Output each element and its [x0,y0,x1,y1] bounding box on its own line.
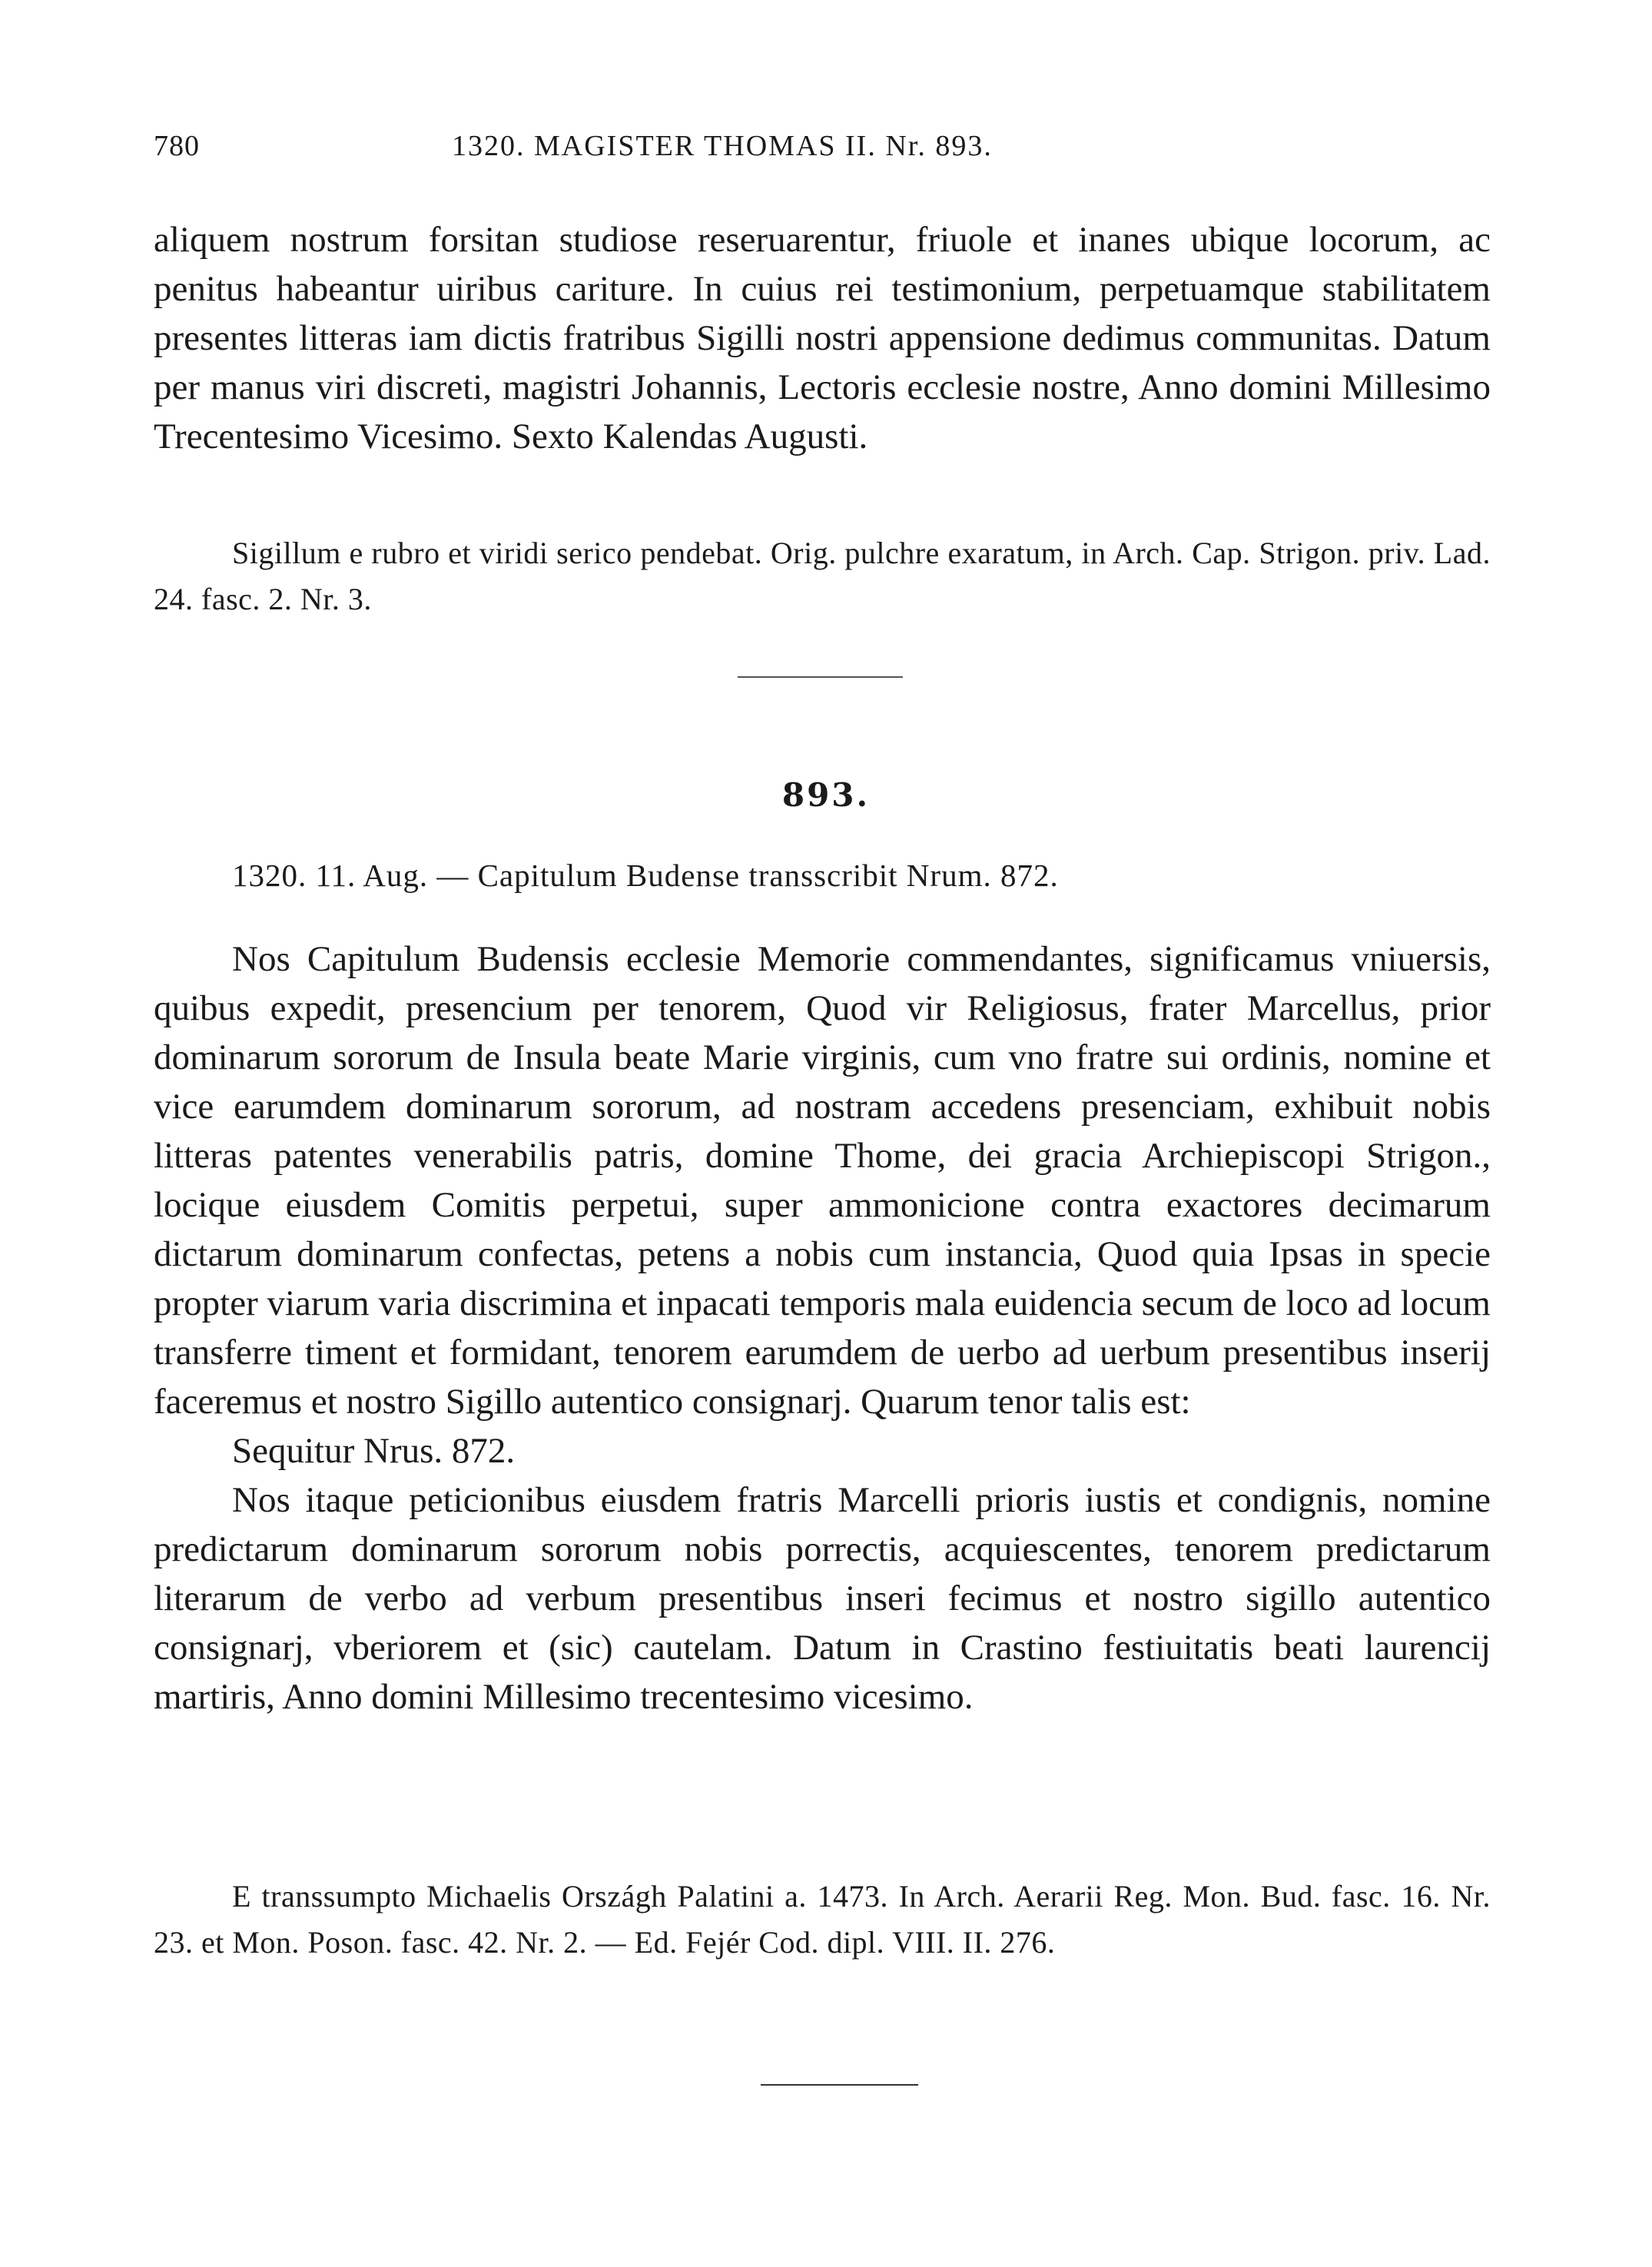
running-header [154,129,1491,175]
source-note-893: E transsumpto Michaelis Országh Palatini a. 1473. In Arch. Aerarii Reg. Mon. Bud. fasc. 16. Nr. 23. et Mon. Poson. fasc. 42. Nr. 2. — Ed. Fejér Cod. dipl. VIII. II. 276. [154,1879,1491,1960]
sequitur-line: Sequitur Nrus. 872. [232,1431,516,1471]
running-title: 1320. MAGISTER THOMAS II. Nr. 893. [452,130,993,162]
document-summary: 1320. 11. Aug. — Capitulum Budense transscribit Nrum. 872. [232,858,1059,893]
page-number: 780 [154,130,200,162]
end-rule [761,2084,918,2086]
section-divider [738,676,903,678]
document-body [154,934,1491,1721]
source-note-892: Sigillum e rubro et viridi serico pendebat. Orig. pulchre exaratum, in Arch. Cap. Strigon. priv. Lad. 24. fasc. 2. Nr. 3. [154,536,1491,616]
document-paragraph-1: Nos Capitulum Budensis ecclesie Memorie commendantes, significamus vniuersis, quibus expedit, presencium per tenorem, Quod vir Religiosus, frater Marcellus, prior dominarum sororum de Insula beate Marie virginis, cum vno fratre sui ordinis, nomine et vice earumdem dominarum sororum, ad nostram accedens presenciam, exhibuit nobis litteras patentes venerabilis patris, domine Thome, dei gracia Archiepiscopi Strigon., locique eiusdem Comitis perpetui, super ammonicione contra exactores decimarum dictarum dominarum confectas, petens a nobis cum instancia, Quod quia Ipsas in specie propter viarum varia discrimina et inpacati temporis mala euidencia secum de loco ad locum transferre timent et formidant, tenorem earumdem de uerbo ad uerbum presentibus inserij faceremus et nostro Sigillo autentico consignarj. Quarum tenor talis est: [154,939,1491,1422]
continuation-paragraph: aliquem nostrum forsitan studiose reseruarentur, friuole et inanes ubique locorum, ac penitus habeantur uiribus cariture. In cuius rei testimonium, perpetuamque stabilitatem presentes litteras iam dictis fratribus Sigilli nostri appensione dedimus communitas. Datum per manus viri discreti, magistri Johannis, Lectoris ecclesie nostre, Anno domini Millesimo Trecentesimo Vicesimo. Sexto Kalendas Augusti. [154,220,1491,456]
document-number: 893. [781,776,871,814]
document-paragraph-2: Nos itaque peticionibus eiusdem fratris Marcelli prioris iustis et condignis, nomine predictarum dominarum sororum nobis porrectis, acquiescentes, tenorem predictarum literarum de verbo ad verbum presentibus inseri fecimus et nostro sigillo autentico consignarj, vberiorem et (sic) cautelam. Datum in Crastino festiuitatis beati laurencij martiris, Anno domini Millesimo trecentesimo vicesimo. [154,1480,1491,1717]
